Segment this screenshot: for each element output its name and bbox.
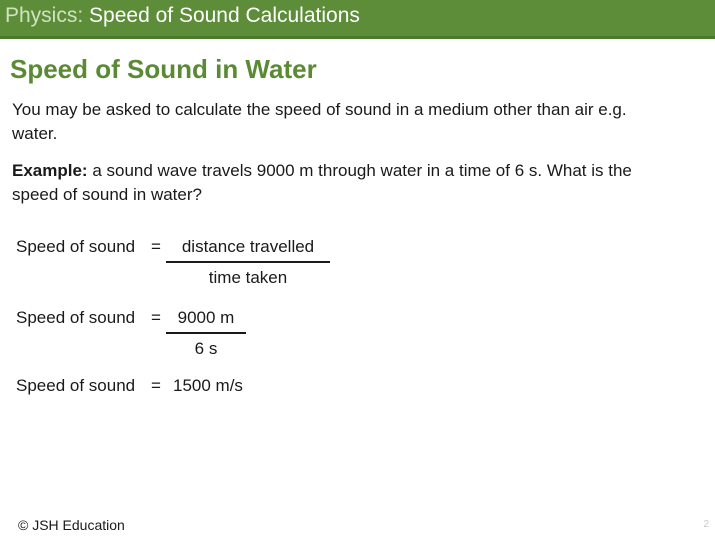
example-label: Example: — [12, 161, 88, 180]
equation-2-numerator: 9000 m — [177, 308, 235, 327]
equation-1-fraction-line — [166, 261, 330, 263]
equation-3-result: 1500 m/s — [173, 376, 243, 395]
equation-2-fraction-line — [166, 332, 246, 334]
equation-1-numerator: distance travelled — [181, 237, 315, 256]
intro-paragraph: You may be asked to calculate the speed of sound in a medium other than air e.g. water. — [12, 100, 627, 143]
equation-3-label: Speed of sound — [16, 376, 136, 395]
example-text: a sound wave travels 9000 m through water in a time of 6 s. What is the speed of sound in water? — [12, 161, 632, 204]
equation-1-equals: = — [151, 237, 161, 256]
equation-2-equals: = — [151, 308, 161, 327]
equation-1-label: Speed of sound — [16, 237, 136, 256]
header-topic: Speed of Sound Calculations — [89, 4, 360, 27]
header-bar — [0, 0, 715, 39]
equation-2-denominator: 6 s — [194, 339, 218, 358]
header-title — [5, 4, 360, 28]
page-number: 2 — [703, 519, 709, 530]
footer-copyright: © JSH Education — [18, 517, 125, 533]
equation-1-denominator: time taken — [208, 268, 288, 287]
example-paragraph — [12, 159, 662, 207]
slide-title: Speed of Sound in Water — [10, 54, 317, 84]
equation-2-label: Speed of sound — [16, 308, 136, 327]
equation-3-equals: = — [151, 376, 161, 395]
header-subject: Physics: — [5, 4, 84, 27]
